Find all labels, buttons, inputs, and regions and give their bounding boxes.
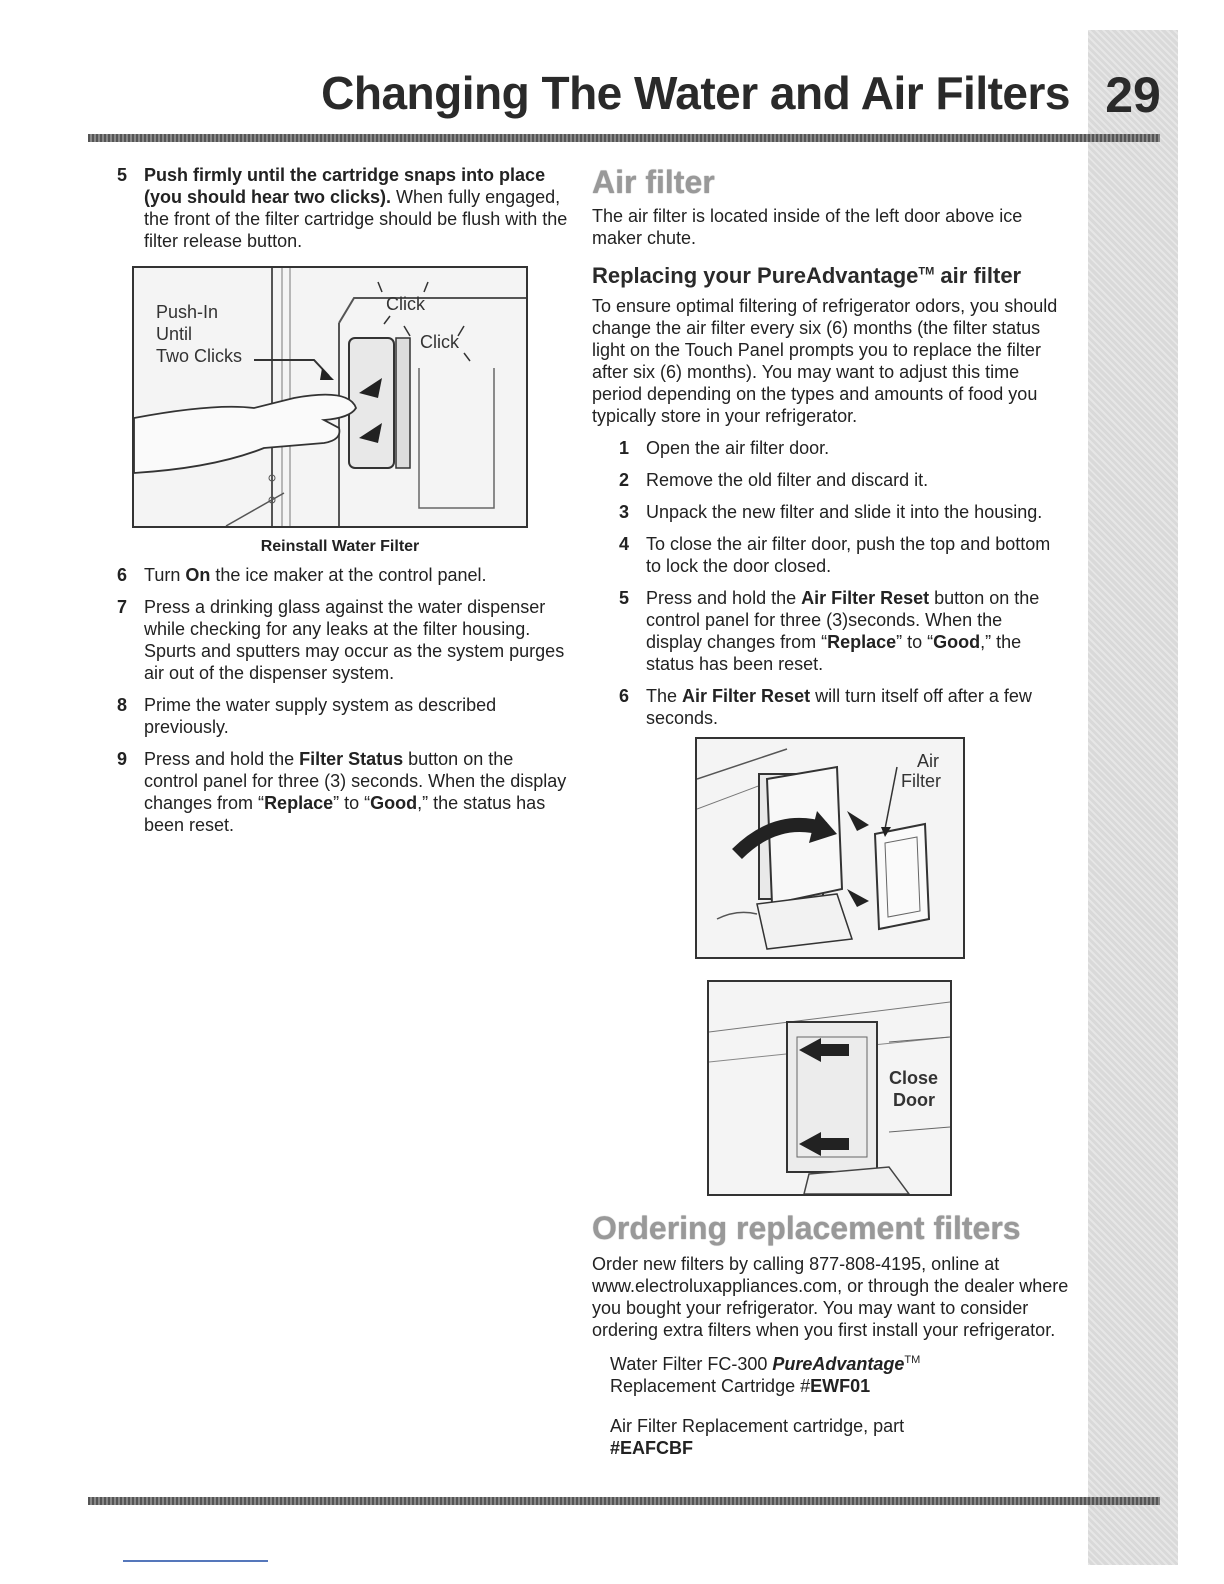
page-number: 29 [1105, 67, 1161, 123]
replacing-paragraph: To ensure optimal filtering of refrigerator odors, you should change the air filter every six (6) months (the filter status light on the Touch Panel prompts you to replace the filter after six (6) months). You may want to adjust this time period depending on the types and amounts of food you typically store in your refrigerator. [592, 296, 1058, 426]
step-bold-text: Replace [264, 793, 334, 813]
part-number-prefix: # [610, 1438, 621, 1458]
order-text: Water Filter FC-300 [610, 1354, 773, 1374]
label-push-in: Push-In [156, 302, 219, 322]
label-filter: Filter [901, 771, 941, 791]
right-step-1 [612, 437, 1062, 459]
step-number: 7 [116, 597, 127, 617]
ordering-section [592, 1210, 1072, 1459]
label-door: Door [893, 1090, 935, 1110]
label-until: Until [156, 324, 193, 344]
left-step-6 [110, 564, 570, 586]
step-text: Open the air filter door. [646, 438, 830, 458]
step-number: 6 [618, 686, 629, 706]
step-number: 8 [116, 695, 127, 715]
step-text: button on the control panel for three (3)seconds. When the display changes from “ [646, 588, 1040, 652]
step-text: When fully engaged, the front of the filter cartridge should be flush with the filter release button. [144, 187, 568, 251]
part-number: EWF01 [810, 1376, 871, 1396]
page-side-strip [1088, 30, 1178, 1565]
step-text: Turn [144, 565, 186, 585]
right-step-5 [612, 587, 1062, 675]
label-air: Air [917, 751, 939, 771]
bottom-rule [88, 1497, 1160, 1505]
brand-name: PureAdvantage [772, 1354, 905, 1374]
step-bold-text: Air Filter Reset [682, 686, 811, 706]
left-step-8 [110, 694, 570, 738]
step-number: 5 [618, 588, 629, 608]
label-click-1: Click [386, 294, 425, 314]
replacing-heading [592, 263, 1062, 289]
step-number: 5 [116, 165, 127, 185]
step-bold-text: Push firmly until the cartridge snaps into place (you should hear two clicks). [144, 165, 546, 207]
right-step-2 [612, 469, 1062, 491]
trademark-mark: TM [918, 265, 935, 278]
water-filter-order-item [592, 1349, 1072, 1397]
step-bold-text: On [185, 565, 211, 585]
step-number: 9 [116, 749, 127, 769]
top-rule [88, 134, 1160, 142]
step-number: 6 [116, 565, 127, 585]
step-bold-text: Replace [827, 632, 897, 652]
step-text: ” to “ [333, 793, 371, 813]
heading-text: air filter [934, 263, 1022, 288]
figure-caption: Reinstall Water Filter [260, 538, 420, 555]
step-bold-text: Good [933, 632, 981, 652]
page-corner-line [123, 1560, 268, 1562]
ordering-paragraph: Order new filters by calling 877-808-4195, online at www.electroluxappliances.com, or through the dealer where you bought your refrigerator. You may want to consider ordering extra filters when you first install your refrigerator. [592, 1254, 1069, 1340]
left-step-9 [110, 748, 570, 836]
right-step-6 [612, 685, 1062, 729]
label-click-2: Click [420, 332, 459, 352]
step-text: The [646, 686, 683, 706]
step-text: Prime the water supply system as described previously. [144, 695, 497, 737]
step-text: ,” the status has been reset. [144, 793, 546, 835]
left-column [110, 164, 570, 846]
reinstall-water-filter-figure [132, 266, 528, 528]
step-bold-text: Good [370, 793, 418, 813]
step-text: ,” the status has been reset. [646, 632, 1022, 674]
heading-text: Replacing your PureAdvantage [592, 263, 919, 288]
right-step-3 [612, 501, 1062, 523]
close-door-figure [707, 980, 952, 1196]
step-bold-text: Filter Status [299, 749, 404, 769]
label-close: Close [889, 1068, 939, 1088]
air-filter-figure [695, 737, 965, 959]
step-text: Unpack the new filter and slide it into the housing. [646, 502, 1043, 522]
step-number: 4 [618, 534, 629, 554]
step-bold-text: Air Filter Reset [801, 588, 930, 608]
trademark-mark: TM [904, 1354, 921, 1366]
step-text: To close the air filter door, push the top and bottom to lock the door closed. [646, 534, 1051, 576]
order-text: Air Filter Replacement cartridge, part [610, 1416, 905, 1436]
air-filter-order-item [592, 1415, 1072, 1459]
step-text: button on the control panel for three (3) seconds. When the display changes from “ [144, 749, 567, 813]
left-step-5 [110, 164, 570, 252]
step-text: Press a drinking glass against the water dispenser while checking for any leaks at the filter housing. Spurts and sputters may occur as the system purges air out of the dispenser system. [144, 597, 565, 683]
right-column [592, 164, 1062, 739]
step-text: Press and hold the [144, 749, 300, 769]
order-text: Replacement Cartridge # [610, 1376, 811, 1396]
air-filter-heading: Air filter [592, 164, 715, 200]
step-text: Press and hold the [646, 588, 802, 608]
part-number: EAFCBF [620, 1438, 694, 1458]
step-text: the ice maker at the control panel. [210, 565, 487, 585]
label-two-clicks: Two Clicks [156, 346, 243, 366]
step-text: will turn itself off after a few seconds. [646, 686, 1032, 728]
page-title: Changing The Water and Air Filters [321, 67, 1070, 119]
step-number: 3 [618, 502, 629, 522]
step-text: ” to “ [896, 632, 934, 652]
left-step-7 [110, 596, 570, 684]
air-filter-intro: The air filter is located inside of the left door above ice maker chute. [592, 206, 1023, 248]
step-number: 2 [618, 470, 629, 490]
right-step-4 [612, 533, 1062, 577]
step-text: Remove the old filter and discard it. [646, 470, 929, 490]
ordering-heading: Ordering replacement filters [592, 1210, 1021, 1246]
step-number: 1 [618, 438, 629, 458]
